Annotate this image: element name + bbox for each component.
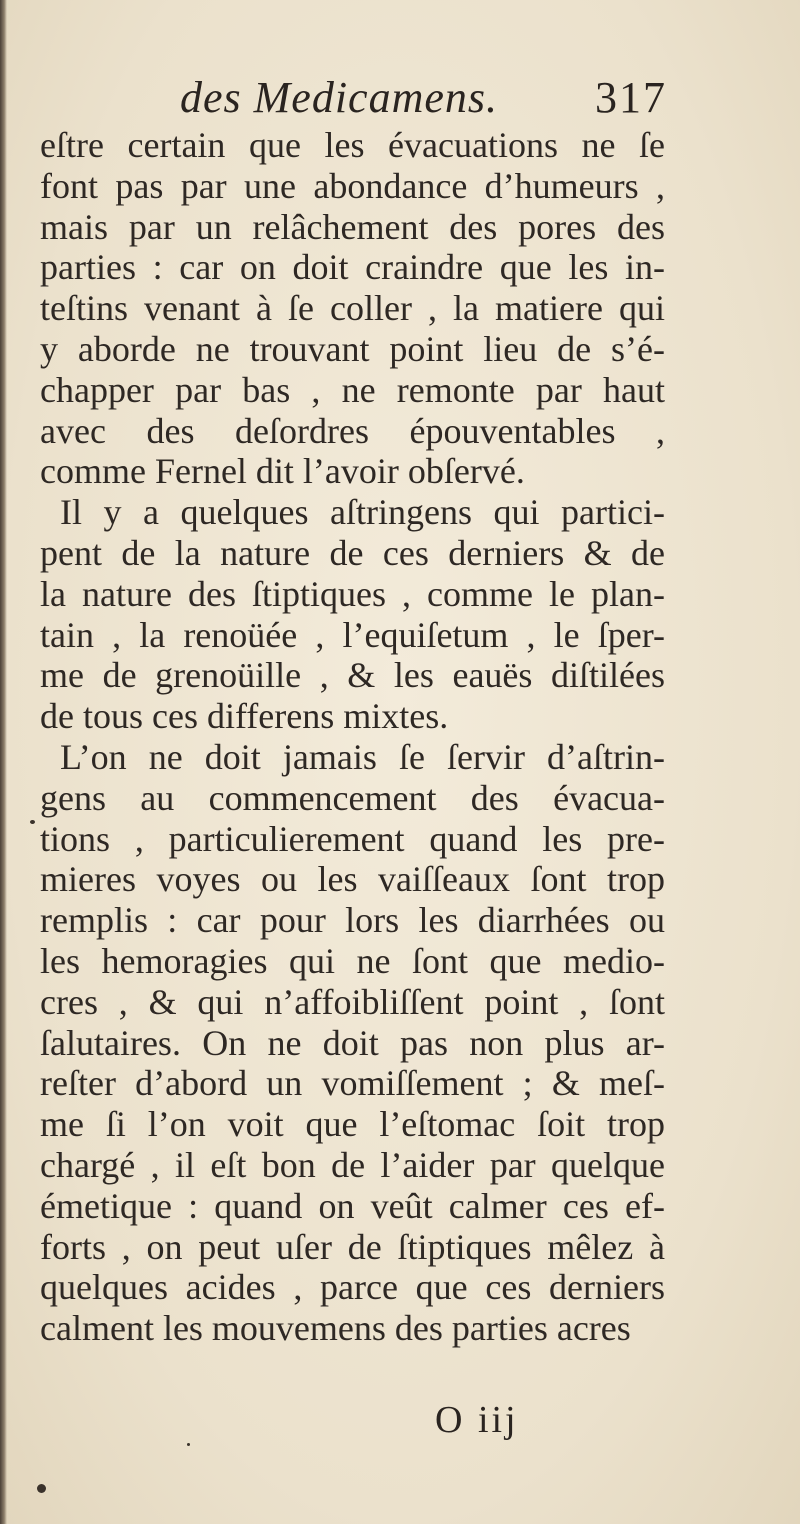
text-line: chapper par bas , ne remonte par haut — [40, 369, 665, 410]
text-line: tain , la renoüée , l’equiſetum , le ſper- — [40, 614, 665, 655]
text-line: me de grenoüille , & les eauës diſtilées — [40, 655, 665, 696]
text-line: me ſi l’on voit que l’eſtomac ſoit trop — [40, 1104, 665, 1145]
text-line: reſter d’abord un vomiſſement ; & meſ- — [40, 1063, 665, 1104]
text-line: cres , & qui n’affoibliſſent point , ſont — [40, 981, 665, 1022]
text-line: L’on ne doit jamais ſe ſervir d’aſtrin- — [60, 736, 665, 777]
text-line: la nature des ſtiptiques , comme le plan- — [40, 573, 665, 614]
text-line: de tous ces differens mixtes. — [40, 696, 449, 737]
text-line: parties : car on doit craindre que les in- — [40, 247, 665, 288]
ink-speck — [37, 1484, 46, 1493]
text-line: Il y a quelques aſtringens qui partici- — [60, 492, 665, 533]
text-line: forts , on peut uſer de ſtiptiques mêlez à — [40, 1226, 665, 1267]
text-line: font pas par une abondance d’humeurs , — [40, 165, 665, 206]
text-line: chargé , il eſt bon de l’aider par quelque — [40, 1144, 665, 1185]
page-number: 317 — [595, 73, 667, 122]
text-line: comme Fernel dit l’avoir obſervé. — [40, 451, 525, 492]
body-text — [40, 125, 665, 1349]
signature-mark: O iij — [435, 1399, 519, 1441]
text-line: y aborde ne trouvant point lieu de s’é- — [40, 328, 665, 369]
text-line: ſalutaires. On ne doit pas non plus ar- — [40, 1022, 665, 1063]
text-line: mieres voyes ou les vaiſſeaux ſont trop — [40, 859, 665, 900]
text-line: remplis : car pour lors les diarrhées ou — [40, 900, 665, 941]
text-line: les hemoragies qui ne ſont que medio- — [40, 940, 665, 981]
text-line: avec des deſordres épouventables , — [40, 410, 665, 451]
text-line: eſtre certain que les évacuations ne ſe — [40, 125, 665, 165]
text-line: pent de la nature de ces derniers & de — [40, 532, 665, 573]
ink-speck — [187, 1443, 190, 1446]
text-line: mais par un relâchement des pores des — [40, 206, 665, 247]
text-line: émetique : quand on veût calmer ces ef- — [40, 1185, 665, 1226]
ink-speck — [30, 820, 35, 824]
text-line: quelques acides , parce que ces derniers — [40, 1267, 665, 1308]
page-edge — [0, 0, 7, 1524]
text-line: calment les mouvemens des parties acres — [40, 1308, 631, 1349]
text-line: tions , particulierement quand les pre- — [40, 818, 665, 859]
page-header — [0, 68, 800, 128]
text-line: gens au commencement des évacua- — [40, 777, 665, 818]
text-line: teſtins venant à ſe coller , la matiere qui — [40, 288, 665, 329]
running-head: des Medicamens. — [180, 73, 499, 122]
